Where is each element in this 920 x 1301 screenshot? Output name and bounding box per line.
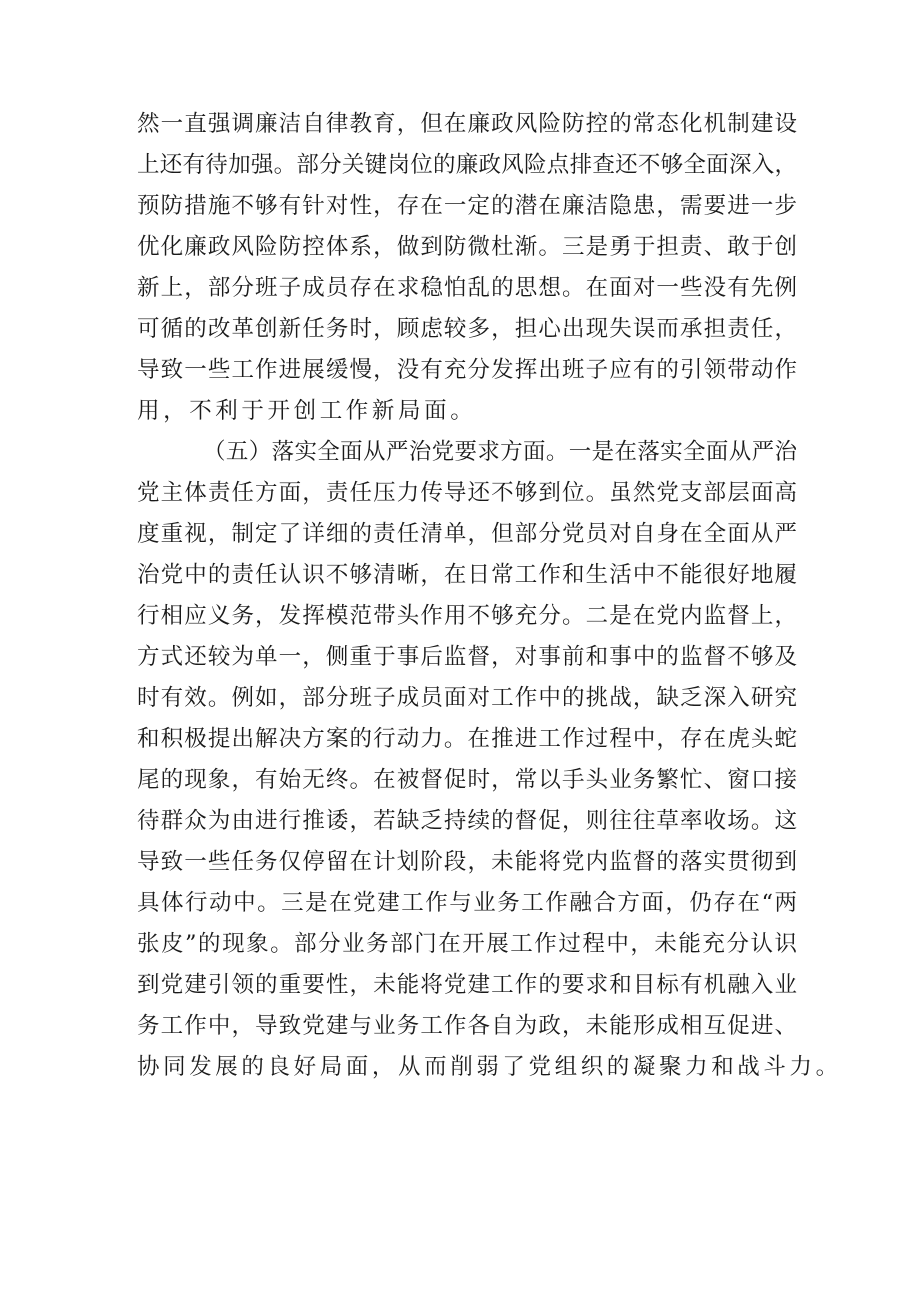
paragraph-1-line-8: 用，不利于开创工作新局面。: [137, 398, 477, 424]
paragraph-2-line-11: 导致一些任务仅停留在计划阶段，未能将党内监督的落实贯彻到: [137, 849, 797, 875]
paragraph-1-line-1: 然一直强调廉洁自律教育，但在廉政风险防控的常态化机制建设: [137, 111, 797, 137]
paragraph-2-line-14: 到党建引领的重要性，未能将党建工作的要求和目标有机融入业: [137, 972, 797, 998]
paragraph-2-line-7: 时有效。例如，部分班子成员面对工作中的挑战，缺乏深入研究: [137, 685, 797, 711]
paragraph-2-line-9: 尾的现象，有始无终。在被督促时，常以手头业务繁忙、窗口接: [137, 767, 797, 793]
paragraph-2-line-13: 张皮”的现象。部分业务部门在开展工作过程中，未能充分认识: [137, 931, 797, 957]
paragraph-2-line-5: 行相应义务，发挥模范带头作用不够充分。二是在党内监督上，: [137, 603, 797, 629]
paragraph-1-line-5: 新上，部分班子成员存在求稳怕乱的思想。在面对一些没有先例: [137, 275, 797, 301]
paragraph-2-line-10: 待群众为由进行推诿，若缺乏持续的督促，则往往草率收场。这: [137, 808, 797, 834]
paragraph-2-line-8: 和积极提出解决方案的行动力。在推进工作过程中，存在虎头蛇: [137, 726, 797, 752]
paragraph-2-line-2: 党主体责任方面，责任压力传导还不够到位。虽然党支部层面高: [137, 480, 797, 506]
paragraph-1-line-7: 导致一些工作进展缓慢，没有充分发挥出班子应有的引领带动作: [137, 357, 797, 383]
paragraph-2-line-1: （五）落实全面从严治党要求方面。一是在落实全面从严治: [203, 439, 797, 465]
paragraph-1-line-4: 优化廉政风险防控体系，做到防微杜渐。三是勇于担责、敢于创: [137, 234, 797, 260]
paragraph-2-line-6: 方式还较为单一，侧重于事后监督，对事前和事中的监督不够及: [137, 644, 797, 670]
paragraph-1-line-3: 预防措施不够有针对性，存在一定的潜在廉洁隐患，需要进一步: [137, 193, 797, 219]
paragraph-2-line-16: 协同发展的良好局面，从而削弱了党组织的凝聚力和战斗力。: [137, 1054, 842, 1080]
document-body: [137, 104, 842, 1088]
paragraph-1-line-6: 可循的改革创新任务时，顾虑较多，担心出现失误而承担责任，: [137, 316, 797, 342]
paragraph-1-line-2: 上还有待加强。部分关键岗位的廉政风险点排查还不够全面深入，: [137, 152, 797, 178]
paragraph-2-line-15: 务工作中，导致党建与业务工作各自为政，未能形成相互促进、: [137, 1013, 797, 1039]
paragraph-2-line-3: 度重视，制定了详细的责任清单，但部分党员对自身在全面从严: [137, 521, 797, 547]
paragraph-2-line-4: 治党中的责任认识不够清晰，在日常工作和生活中不能很好地履: [137, 562, 797, 588]
paragraph-2-line-12: 具体行动中。三是在党建工作与业务工作融合方面，仍存在“两: [137, 890, 797, 916]
